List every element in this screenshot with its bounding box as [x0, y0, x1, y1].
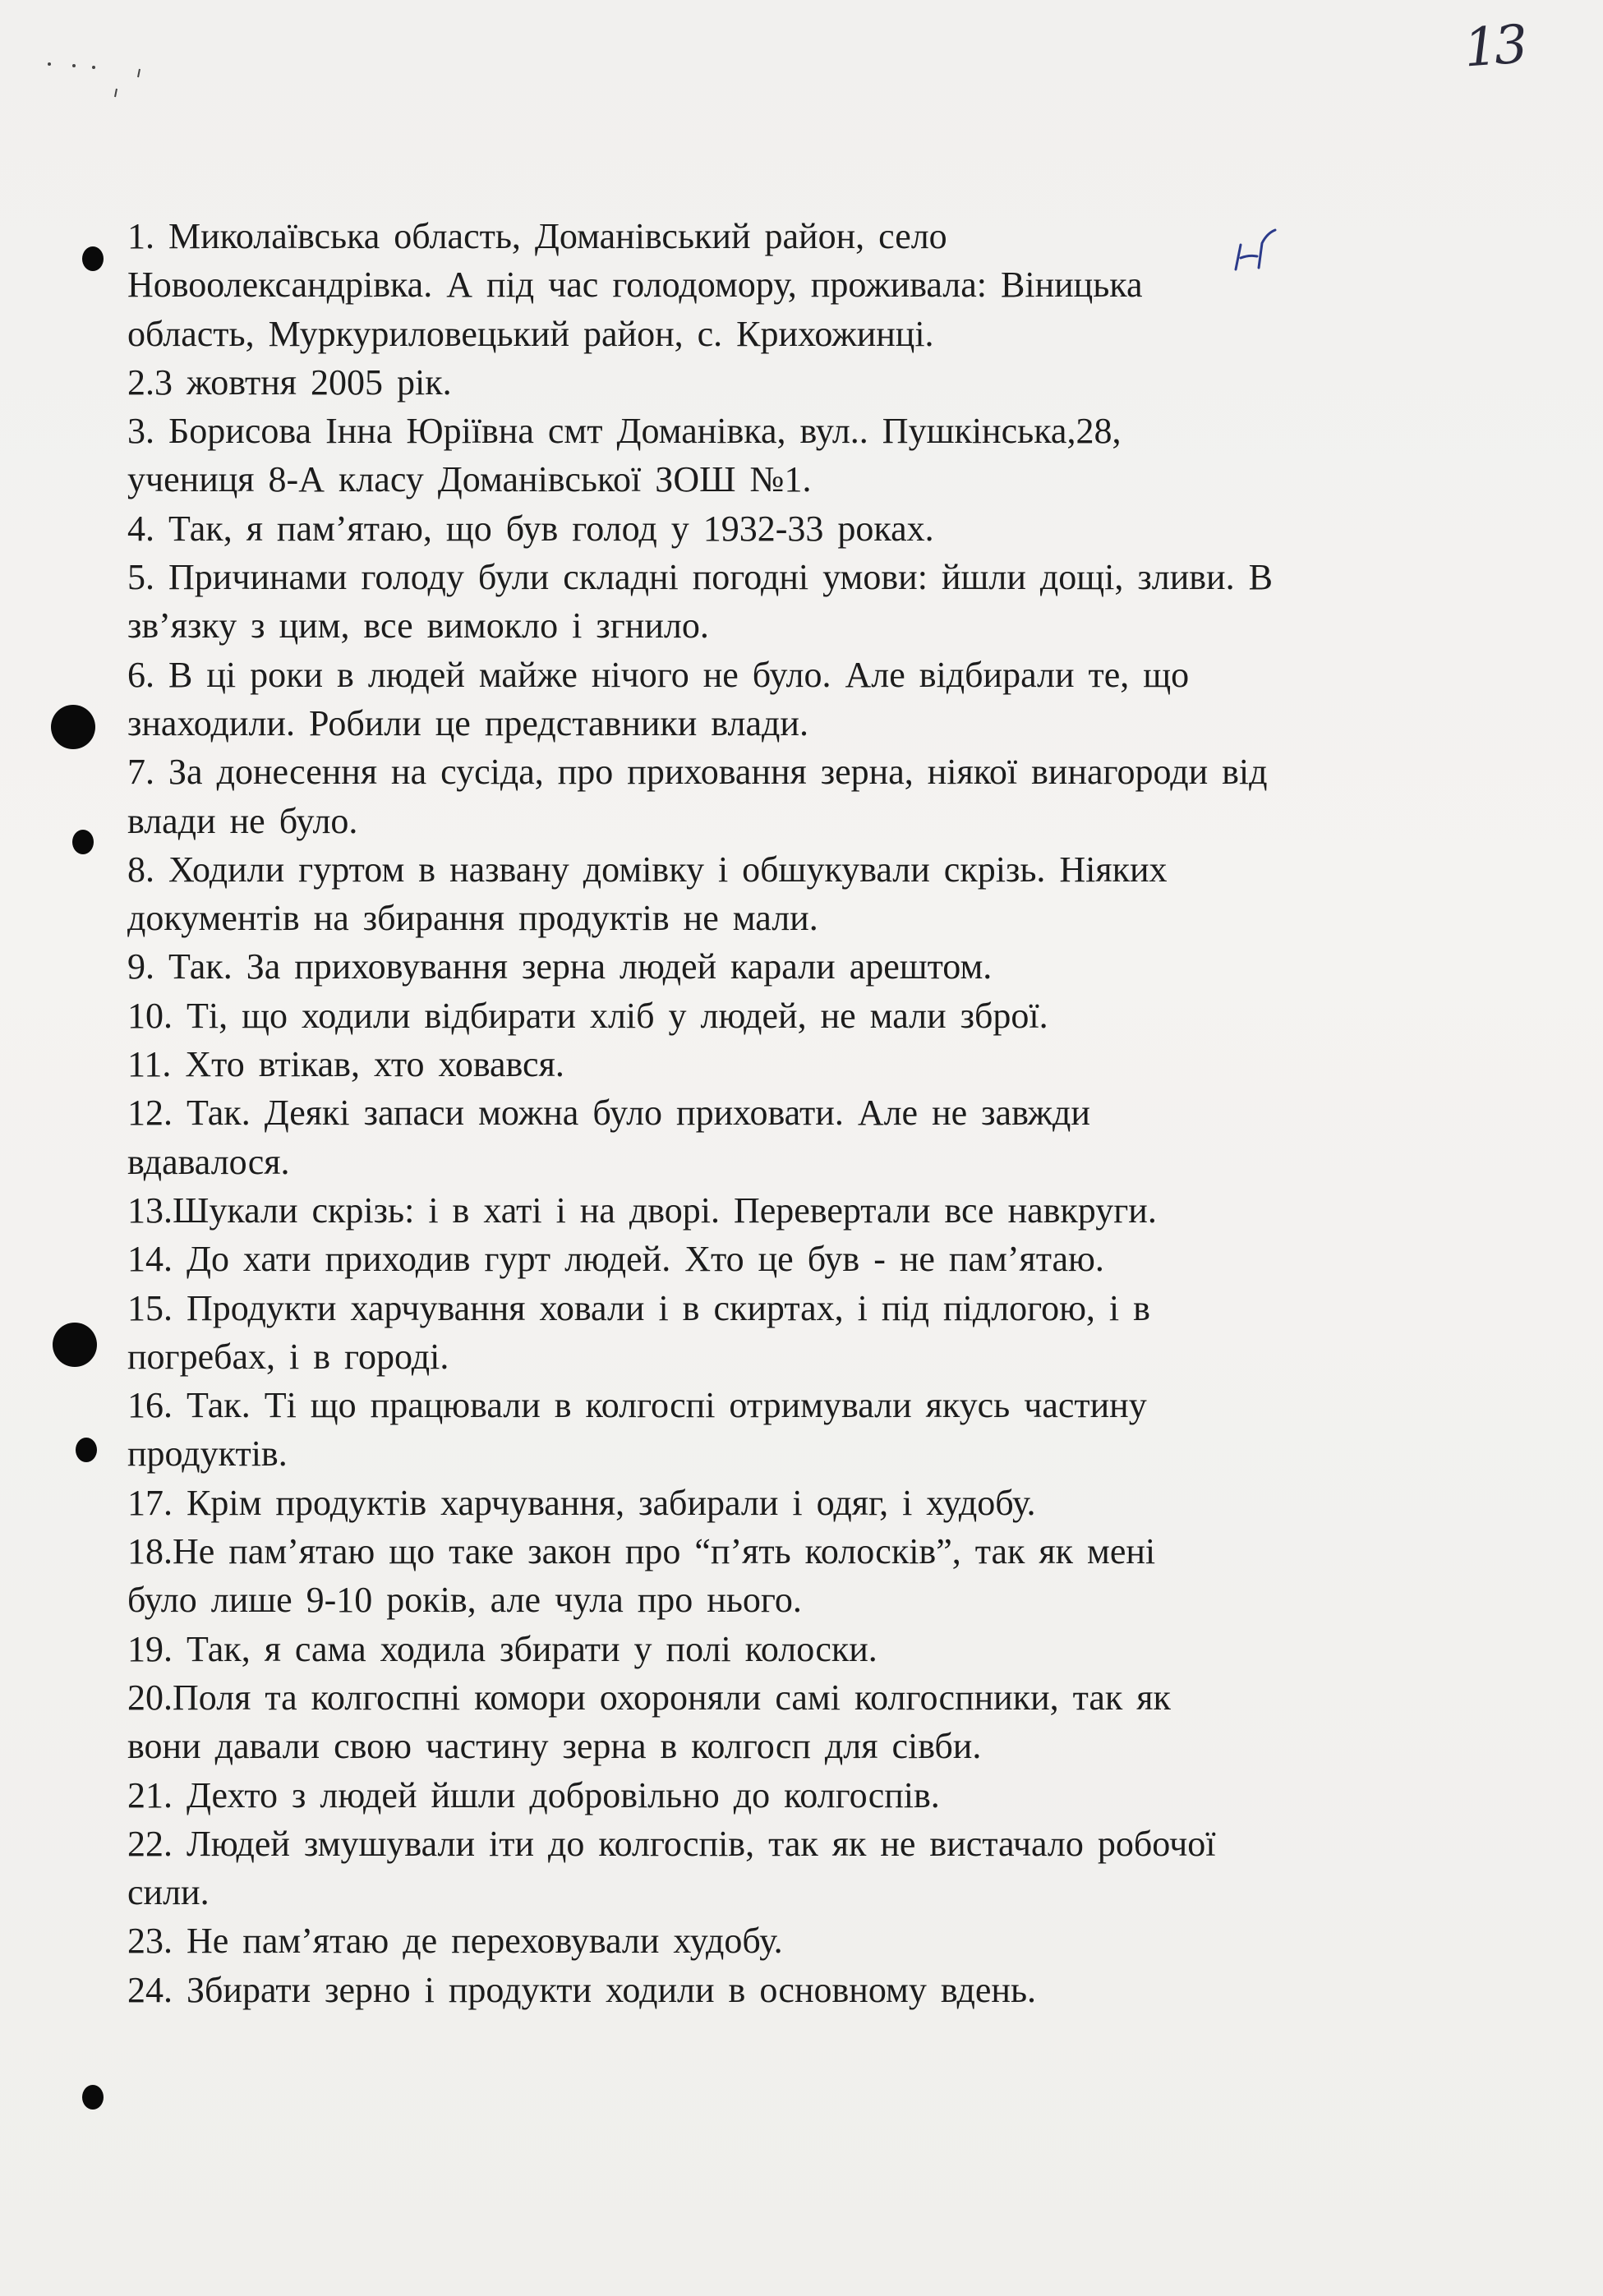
text-line: 14. До хати приходив гурт людей. Хто це був - не пам’ятаю. [127, 1239, 1104, 1280]
text-line: вдавалося. [127, 1141, 290, 1182]
text-line: вони давали свою частину зерна в колгосп для сівби. [127, 1726, 982, 1767]
text-line: зв’язку з цим, все вимокло і згнило. [127, 605, 709, 646]
text-line: Новоолександрівка. А під час голодомору, проживала: Віницька [127, 265, 1143, 306]
text-line: 11. Хто втікав, хто ховався. [127, 1044, 564, 1085]
text-line: було лише 9-10 років, але чула про нього. [127, 1580, 802, 1621]
text-line: влади не було. [127, 800, 358, 841]
text-line: 6. В ці роки в людей майже нічого не було. Але відбирали те, що [127, 654, 1190, 695]
text-line: 2.3 жовтня 2005 рік. [127, 361, 452, 403]
questionnaire-answers [127, 212, 1516, 2014]
text-line: 22. Людей змушували іти до колгоспів, так як не вистачало робочої [127, 1823, 1216, 1864]
text-line: 12. Так. Деякі запаси можна було приховати. Але не завжди [127, 1093, 1090, 1134]
binder-hole [51, 705, 95, 749]
text-line: 16. Так. Ті що працювали в колгоспі отримували якусь частину [127, 1385, 1147, 1426]
binder-hole [53, 1323, 97, 1367]
binder-hole-mark [82, 246, 104, 271]
text-line: документів на збирання продуктів не мали. [127, 898, 818, 939]
text-line: 3. Борисова Інна Юріївна смт Доманівка, вул.. Пушкінська,28, [127, 411, 1122, 452]
text-line: 9. Так. За приховування зерна людей карали арештом. [127, 946, 993, 987]
text-line: 21. Дехто з людей йшли добровільно до колгоспів. [127, 1774, 940, 1815]
binder-hole-mark [76, 1438, 97, 1462]
text-line: сили. [127, 1872, 210, 1913]
handwritten-page-number: 13 [1462, 14, 1527, 80]
text-line: 8. Ходили гуртом в названу домівку і обшукували скрізь. Ніяких [127, 849, 1168, 890]
text-line: 13.Шукали скрізь: і в хаті і на дворі. Перевертали все навкруги. [127, 1189, 1157, 1231]
text-line: 17. Крім продуктів харчування, забирали і одяг, і худобу. [127, 1482, 1036, 1523]
text-line: 23. Не пам’ятаю де переховували худобу. [127, 1921, 783, 1962]
binder-hole-mark [82, 2085, 104, 2110]
text-line: знаходили. Робили це представники влади. [127, 702, 808, 743]
text-line: 1. Миколаївська область, Доманівський район, село [127, 216, 947, 256]
text-line: 24. Збирати зерно і продукти ходили в основному вдень. [127, 1969, 1037, 2010]
text-line: 10. Ті, що ходили відбирати хліб у людей, не мали зброї. [127, 995, 1048, 1036]
text-line: 5. Причинами голоду були складні погодні умови: йшли дощі, зливи. В [127, 557, 1273, 598]
text-line: погребах, і в городі. [127, 1336, 449, 1377]
binder-hole-mark [72, 830, 94, 854]
text-line: область, Муркуриловецький район, с. Крихожинці. [127, 313, 934, 354]
text-line: продуктів. [127, 1433, 288, 1475]
text-line: 15. Продукти харчування ховали і в скиртах, і під підлогою, і в [127, 1287, 1150, 1328]
text-line: 7. За донесення на сусіда, про приховання зерна, ніякої винагороди від [127, 752, 1268, 793]
stray-pen-marks [43, 49, 158, 107]
text-line: 20.Поля та колгоспні комори охороняли самі колгоспники, так як [127, 1677, 1171, 1718]
text-line: 19. Так, я сама ходила збирати у полі колоски. [127, 1628, 878, 1669]
text-line: 18.Не пам’ятаю що таке закон про “п’ять колосків”, так як мені [127, 1531, 1156, 1572]
text-line: учениця 8-А класу Доманівської ЗОШ №1. [127, 459, 812, 500]
text-line: 4. Так, я пам’ятаю, що був голод у 1932-33 роках. [127, 508, 934, 549]
